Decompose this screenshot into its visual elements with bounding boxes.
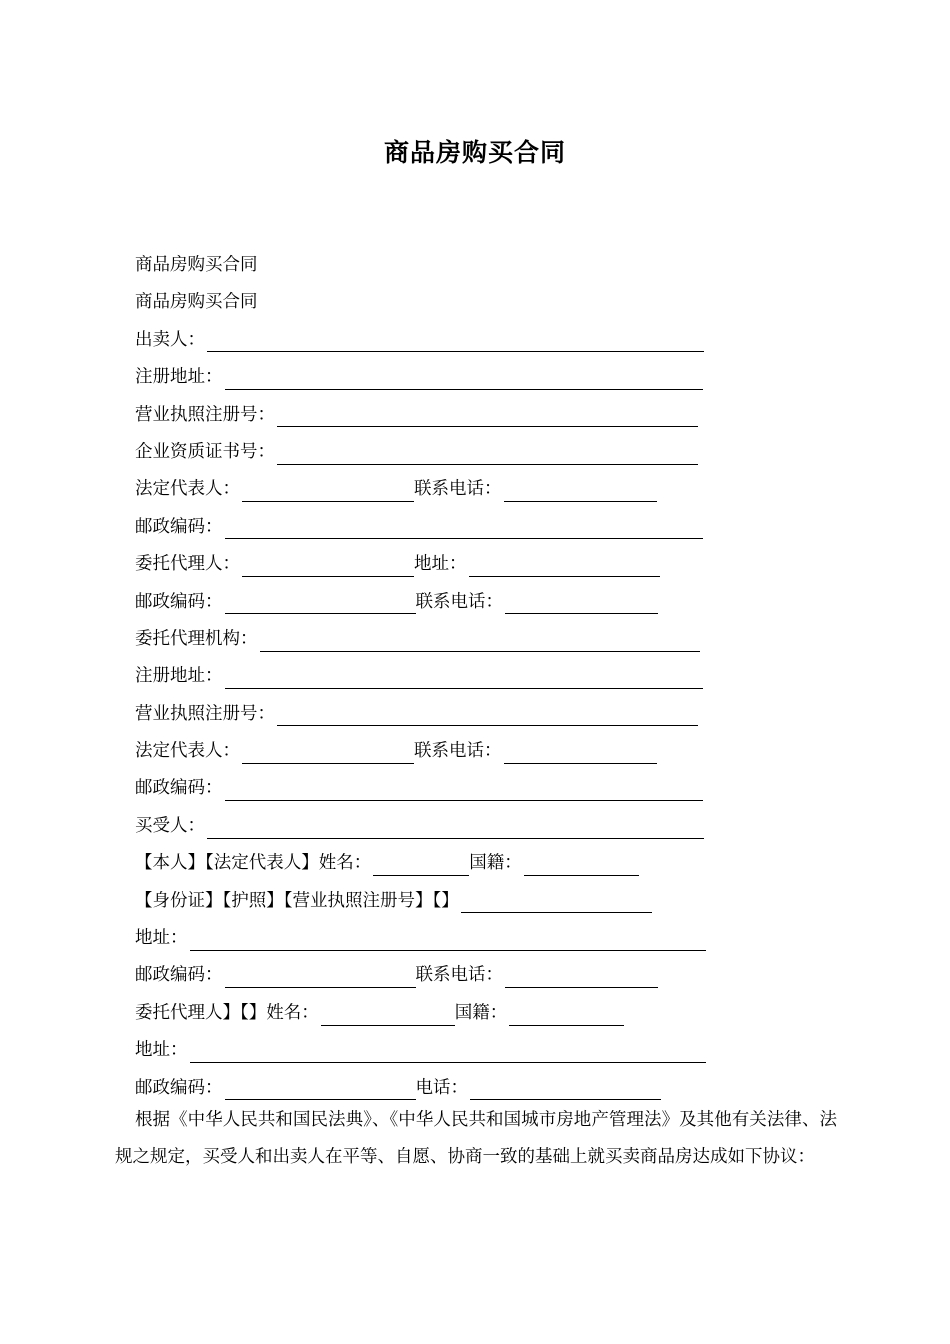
field-label: 邮政编码：: [135, 516, 223, 537]
field-label: 商品房购买合同: [135, 255, 258, 275]
field-label: 联系电话：: [414, 479, 502, 500]
form-line: [135, 808, 835, 845]
field-label: 邮政编码：: [135, 1077, 223, 1098]
form-line: [135, 397, 835, 434]
fill-in-blank[interactable]: [504, 746, 657, 764]
fill-in-blank[interactable]: [504, 484, 657, 502]
fill-in-blank[interactable]: [277, 409, 698, 427]
fill-in-blank[interactable]: [277, 708, 698, 726]
form-line: [135, 883, 835, 920]
fill-in-blank[interactable]: [225, 970, 416, 988]
field-label: 买受人：: [135, 815, 205, 836]
field-label: 注册地址：: [135, 666, 223, 687]
form-line: [135, 733, 835, 770]
document-title: 商品房购买合同: [383, 138, 566, 167]
fill-in-blank[interactable]: [524, 858, 639, 876]
fill-in-blank[interactable]: [260, 634, 700, 652]
field-label: 【本人】【法定代表人】姓名：: [135, 853, 372, 874]
field-label: 商品房购买合同: [135, 292, 258, 313]
field-label: 邮政编码：: [135, 965, 223, 986]
fill-in-blank[interactable]: [225, 521, 703, 539]
fill-in-blank[interactable]: [225, 783, 703, 801]
fill-in-blank[interactable]: [242, 746, 414, 764]
field-label: 地址：: [414, 554, 467, 575]
fill-in-blank[interactable]: [373, 858, 469, 876]
field-label: 企业资质证书号：: [135, 441, 275, 462]
field-label: 邮政编码：: [135, 778, 223, 799]
field-label: 法定代表人：: [135, 741, 240, 762]
fill-in-blank[interactable]: [470, 1082, 661, 1100]
field-label: 委托代理人】【】姓名：: [135, 1002, 319, 1023]
field-label: 注册地址：: [135, 367, 223, 388]
field-label: 联系电话：: [415, 965, 503, 986]
form-line: [135, 434, 835, 471]
fill-in-blank[interactable]: [469, 559, 660, 577]
field-label: 委托代理人：: [135, 554, 240, 575]
field-label: 营业执照注册号：: [135, 703, 275, 724]
field-label: 国籍：: [469, 853, 522, 874]
form-fields: [135, 247, 835, 1107]
form-line: [135, 845, 835, 882]
form-line: [135, 770, 835, 807]
form-line: [135, 920, 835, 957]
form-line: [135, 359, 835, 396]
field-label: 委托代理机构：: [135, 628, 258, 649]
fill-in-blank[interactable]: [505, 596, 658, 614]
field-label: 【身份证】【护照】【营业执照注册号】【】: [135, 890, 459, 911]
form-line: [135, 1032, 835, 1069]
fill-in-blank[interactable]: [207, 334, 704, 352]
fill-in-blank[interactable]: [321, 1008, 455, 1026]
form-line: [135, 546, 835, 583]
form-line: [135, 322, 835, 359]
field-label: 地址：: [135, 928, 188, 949]
fill-in-blank[interactable]: [225, 671, 703, 689]
form-line: [135, 471, 835, 508]
field-label: 国籍：: [454, 1002, 508, 1023]
form-line: [135, 621, 835, 658]
field-label: 地址：: [135, 1040, 188, 1061]
fill-in-blank[interactable]: [509, 1008, 624, 1026]
field-label: 出卖人：: [135, 329, 205, 350]
fill-in-blank[interactable]: [505, 970, 658, 988]
field-label: 电话：: [415, 1077, 468, 1098]
form-line: [135, 696, 835, 733]
field-label: 联系电话：: [415, 591, 503, 612]
field-label: 联系电话：: [414, 741, 502, 762]
form-line: [135, 584, 835, 621]
form-line: [135, 995, 835, 1032]
form-line: [135, 247, 835, 284]
field-label: 法定代表人：: [135, 479, 240, 500]
form-line: [135, 658, 835, 695]
fill-in-blank[interactable]: [242, 559, 414, 577]
fill-in-blank[interactable]: [190, 1045, 706, 1063]
field-label: 营业执照注册号：: [135, 404, 275, 425]
fill-in-blank[interactable]: [225, 596, 416, 614]
form-line: [135, 284, 835, 321]
form-line: [135, 509, 835, 546]
preamble-paragraph: 根据《中华人民共和国民法典》、《中华人民共和国城市房地产管理法》及其他有关法律、法规之规定，买受人和出卖人在平等、自愿、协商一致的基础上就买卖商品房达成如下协议：: [115, 1110, 837, 1168]
fill-in-blank[interactable]: [225, 1082, 416, 1100]
field-label: 邮政编码：: [135, 591, 223, 612]
fill-in-blank[interactable]: [461, 895, 652, 913]
fill-in-blank[interactable]: [207, 821, 704, 839]
fill-in-blank[interactable]: [242, 484, 414, 502]
form-line: [135, 957, 835, 994]
fill-in-blank[interactable]: [225, 372, 703, 390]
fill-in-blank[interactable]: [190, 933, 706, 951]
fill-in-blank[interactable]: [277, 447, 698, 465]
